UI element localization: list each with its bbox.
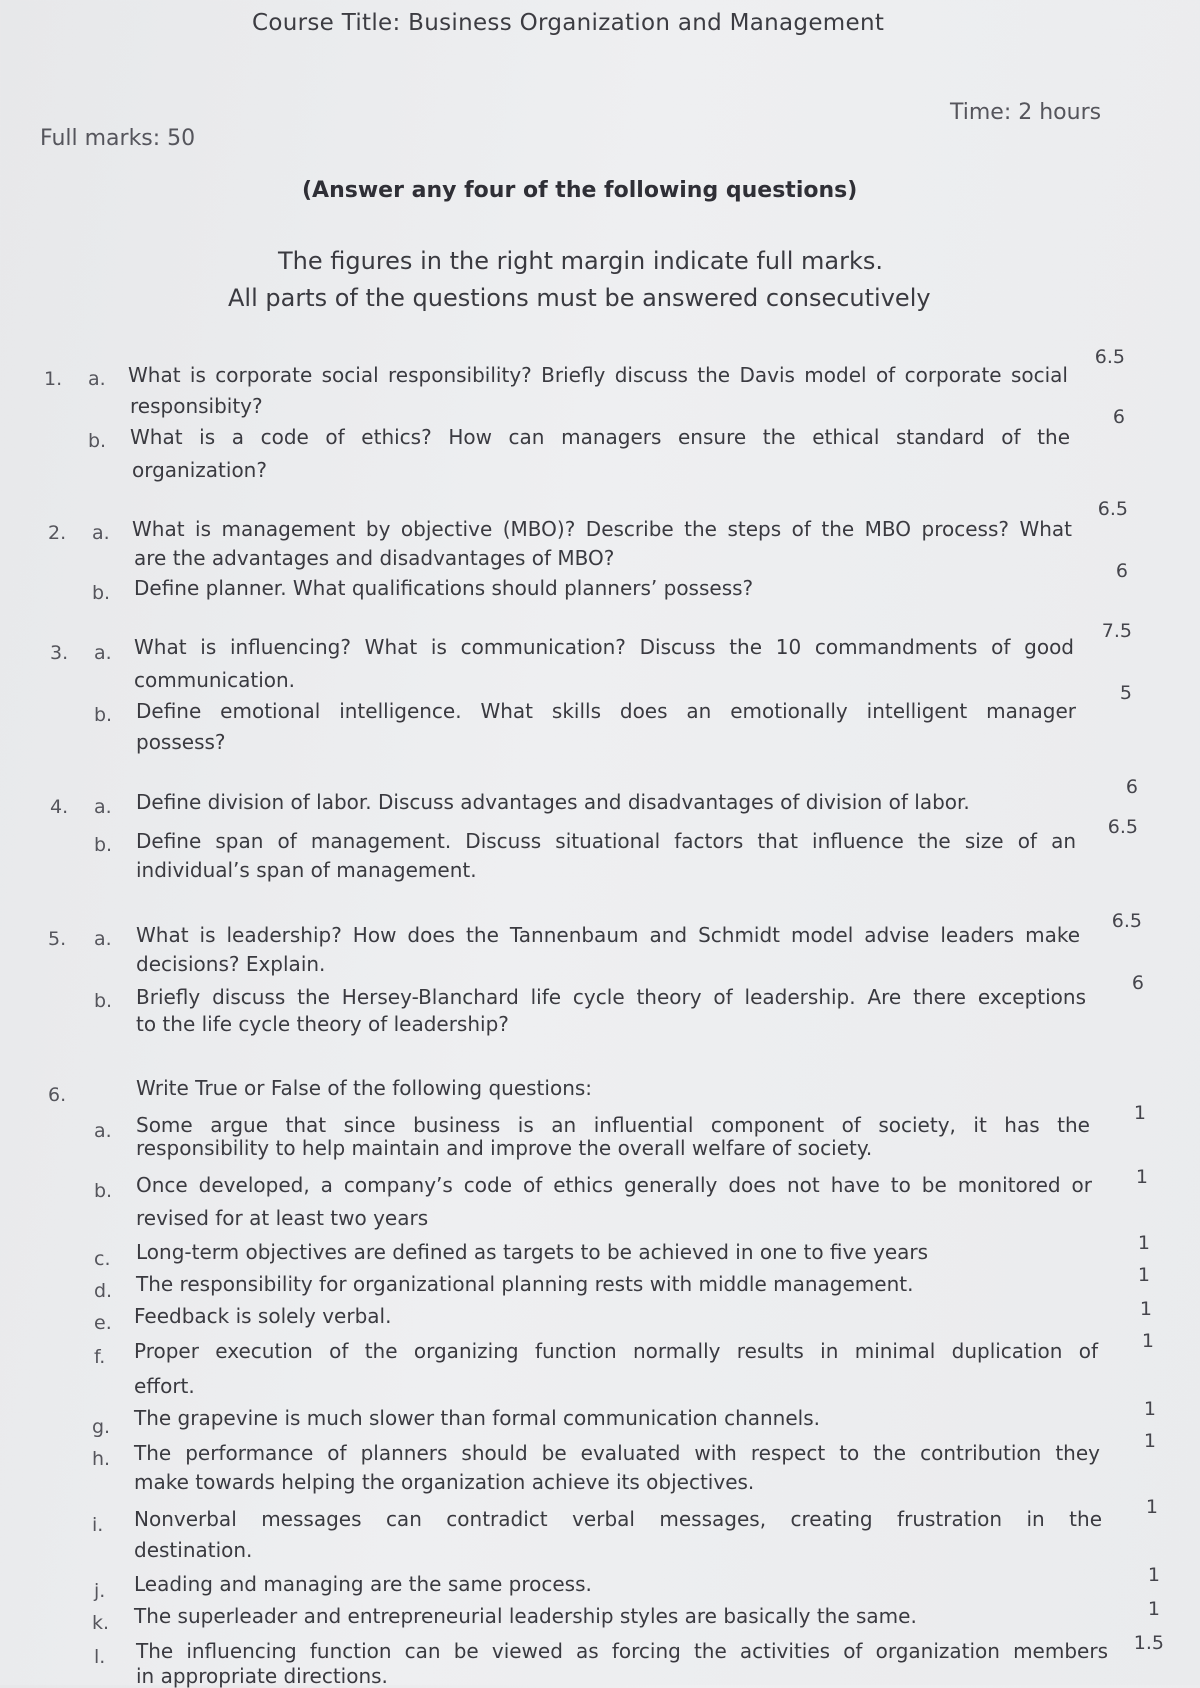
part-label: c. [94,1248,111,1270]
question-text: What is corporate social responsibility? Briefly discuss the Davis model of corporate social [128,363,1068,387]
marks: 6 [1112,406,1125,428]
part-label: j. [94,1580,106,1602]
marks: 6.5 [1097,498,1128,520]
note-line-2: All parts of the questions must be answered consecutively [228,284,931,312]
marks: 6.5 [1094,346,1125,368]
part-label: g. [92,1416,111,1438]
question-text-cont: communication. [134,668,296,692]
question-number: 2. [48,522,67,544]
question-text-cont: are the advantages and disadvantages of MBO? [134,546,615,570]
question-text: The influencing function can be viewed as forcing the activities of organization members [136,1639,1108,1663]
question-text: Define span of management. Discuss situational factors that influence the size of an [136,829,1076,853]
part-label: e. [94,1312,112,1334]
question-text: Define emotional intelligence. What skills does an emotionally intelligent manager [136,699,1076,723]
full-marks: Full marks: 50 [40,126,196,151]
marks: 6 [1115,560,1128,582]
marks: 1 [1137,1264,1150,1286]
part-label: i. [92,1514,104,1536]
question-number: 5. [48,928,67,950]
note-line-1: The figures in the right margin indicate full marks. [278,247,883,275]
marks: 1 [1135,1166,1148,1188]
question-number: 1. [44,368,63,390]
part-label: b. [94,834,113,856]
question-text: What is a code of ethics? How can managers ensure the ethical standard of the [130,425,1070,449]
part-label: l. [94,1646,106,1668]
marks: 1 [1137,1232,1150,1254]
question-text: Briefly discuss the Hersey-Blanchard life cycle theory of leadership. Are there exceptions [136,985,1086,1009]
question-text: Some argue that since business is an influential component of society, it has the [136,1113,1090,1137]
marks: 6 [1131,972,1144,994]
marks: 1 [1143,1430,1156,1452]
marks: 6.5 [1107,816,1138,838]
marks: 1 [1133,1102,1146,1124]
question-text: The responsibility for organizational planning rests with middle management. [136,1272,914,1296]
question-text-cont: make towards helping the organization achieve its objectives. [134,1470,755,1494]
marks: 1 [1147,1598,1160,1620]
marks: 1 [1139,1298,1152,1320]
marks: 1 [1143,1398,1156,1420]
part-label: d. [94,1280,113,1302]
part-label: a. [92,522,110,544]
part-label: a. [94,642,112,664]
question-text: Define planner. What qualifications should planners’ possess? [134,576,754,600]
part-label: b. [92,582,111,604]
question-number: 3. [50,642,69,664]
part-label: a. [94,1120,112,1142]
question-text: What is management by objective (MBO)? Describe the steps of the MBO process? What [132,517,1072,541]
question-text: Once developed, a company’s code of ethics generally does not have to be monitored or [136,1173,1092,1197]
question-number: 4. [50,796,69,818]
question-text: The superleader and entrepreneurial leadership styles are basically the same. [134,1604,917,1628]
part-label: h. [92,1448,111,1470]
marks: 1 [1145,1496,1158,1518]
question-number: 6. [48,1084,67,1106]
marks: 5 [1119,682,1132,704]
marks: 6.5 [1111,910,1142,932]
question-text-cont: individual’s span of management. [136,858,477,882]
question-text: Nonverbal messages can contradict verbal messages, creating frustration in the [134,1507,1102,1531]
question-text-cont: possess? [136,730,226,754]
part-label: b. [88,430,107,452]
question-heading: Write True or False of the following questions: [136,1076,593,1100]
marks: 1 [1147,1564,1160,1586]
question-text-cont: responsibity? [130,394,263,418]
question-text: Define division of labor. Discuss advantages and disadvantages of division of labor. [136,790,970,814]
part-label: b. [94,704,113,726]
course-title: Course Title: Business Organization and Management [252,10,885,36]
part-label: a. [88,368,106,390]
question-text-cont: revised for at least two years [136,1206,429,1230]
question-text: Long-term objectives are defined as targets to be achieved in one to five years [136,1240,929,1264]
question-text-cont: effort. [134,1374,195,1398]
part-label: a. [94,928,112,950]
question-text: The grapevine is much slower than formal communication channels. [134,1406,820,1430]
question-text-cont: responsibility to help maintain and improve the overall welfare of society. [136,1136,873,1160]
question-text: Proper execution of the organizing function normally results in minimal duplication of [134,1339,1098,1363]
marks: 6 [1125,776,1138,798]
instruction: (Answer any four of the following questions) [302,178,858,203]
question-text: Leading and managing are the same process. [134,1572,592,1596]
question-text-cont: decisions? Explain. [136,952,326,976]
part-label: b. [94,1180,113,1202]
time-allowed: Time: 2 hours [950,100,1102,125]
marks: 7.5 [1101,620,1132,642]
question-text: What is leadership? How does the Tannenbaum and Schmidt model advise leaders make [136,923,1080,947]
question-text-cont: in appropriate directions. [136,1664,388,1688]
question-text: The performance of planners should be evaluated with respect to the contribution they [134,1441,1100,1465]
part-label: f. [94,1346,106,1368]
marks: 1.5 [1133,1632,1164,1654]
question-text: Feedback is solely verbal. [134,1304,392,1328]
question-text: What is influencing? What is communication? Discuss the 10 commandments of good [134,635,1074,659]
question-text-cont: destination. [134,1538,253,1562]
part-label: b. [94,990,113,1012]
part-label: a. [94,796,112,818]
question-text-cont: organization? [132,458,267,482]
part-label: k. [92,1612,110,1634]
question-text-cont: to the life cycle theory of leadership? [136,1012,509,1036]
marks: 1 [1141,1330,1154,1352]
